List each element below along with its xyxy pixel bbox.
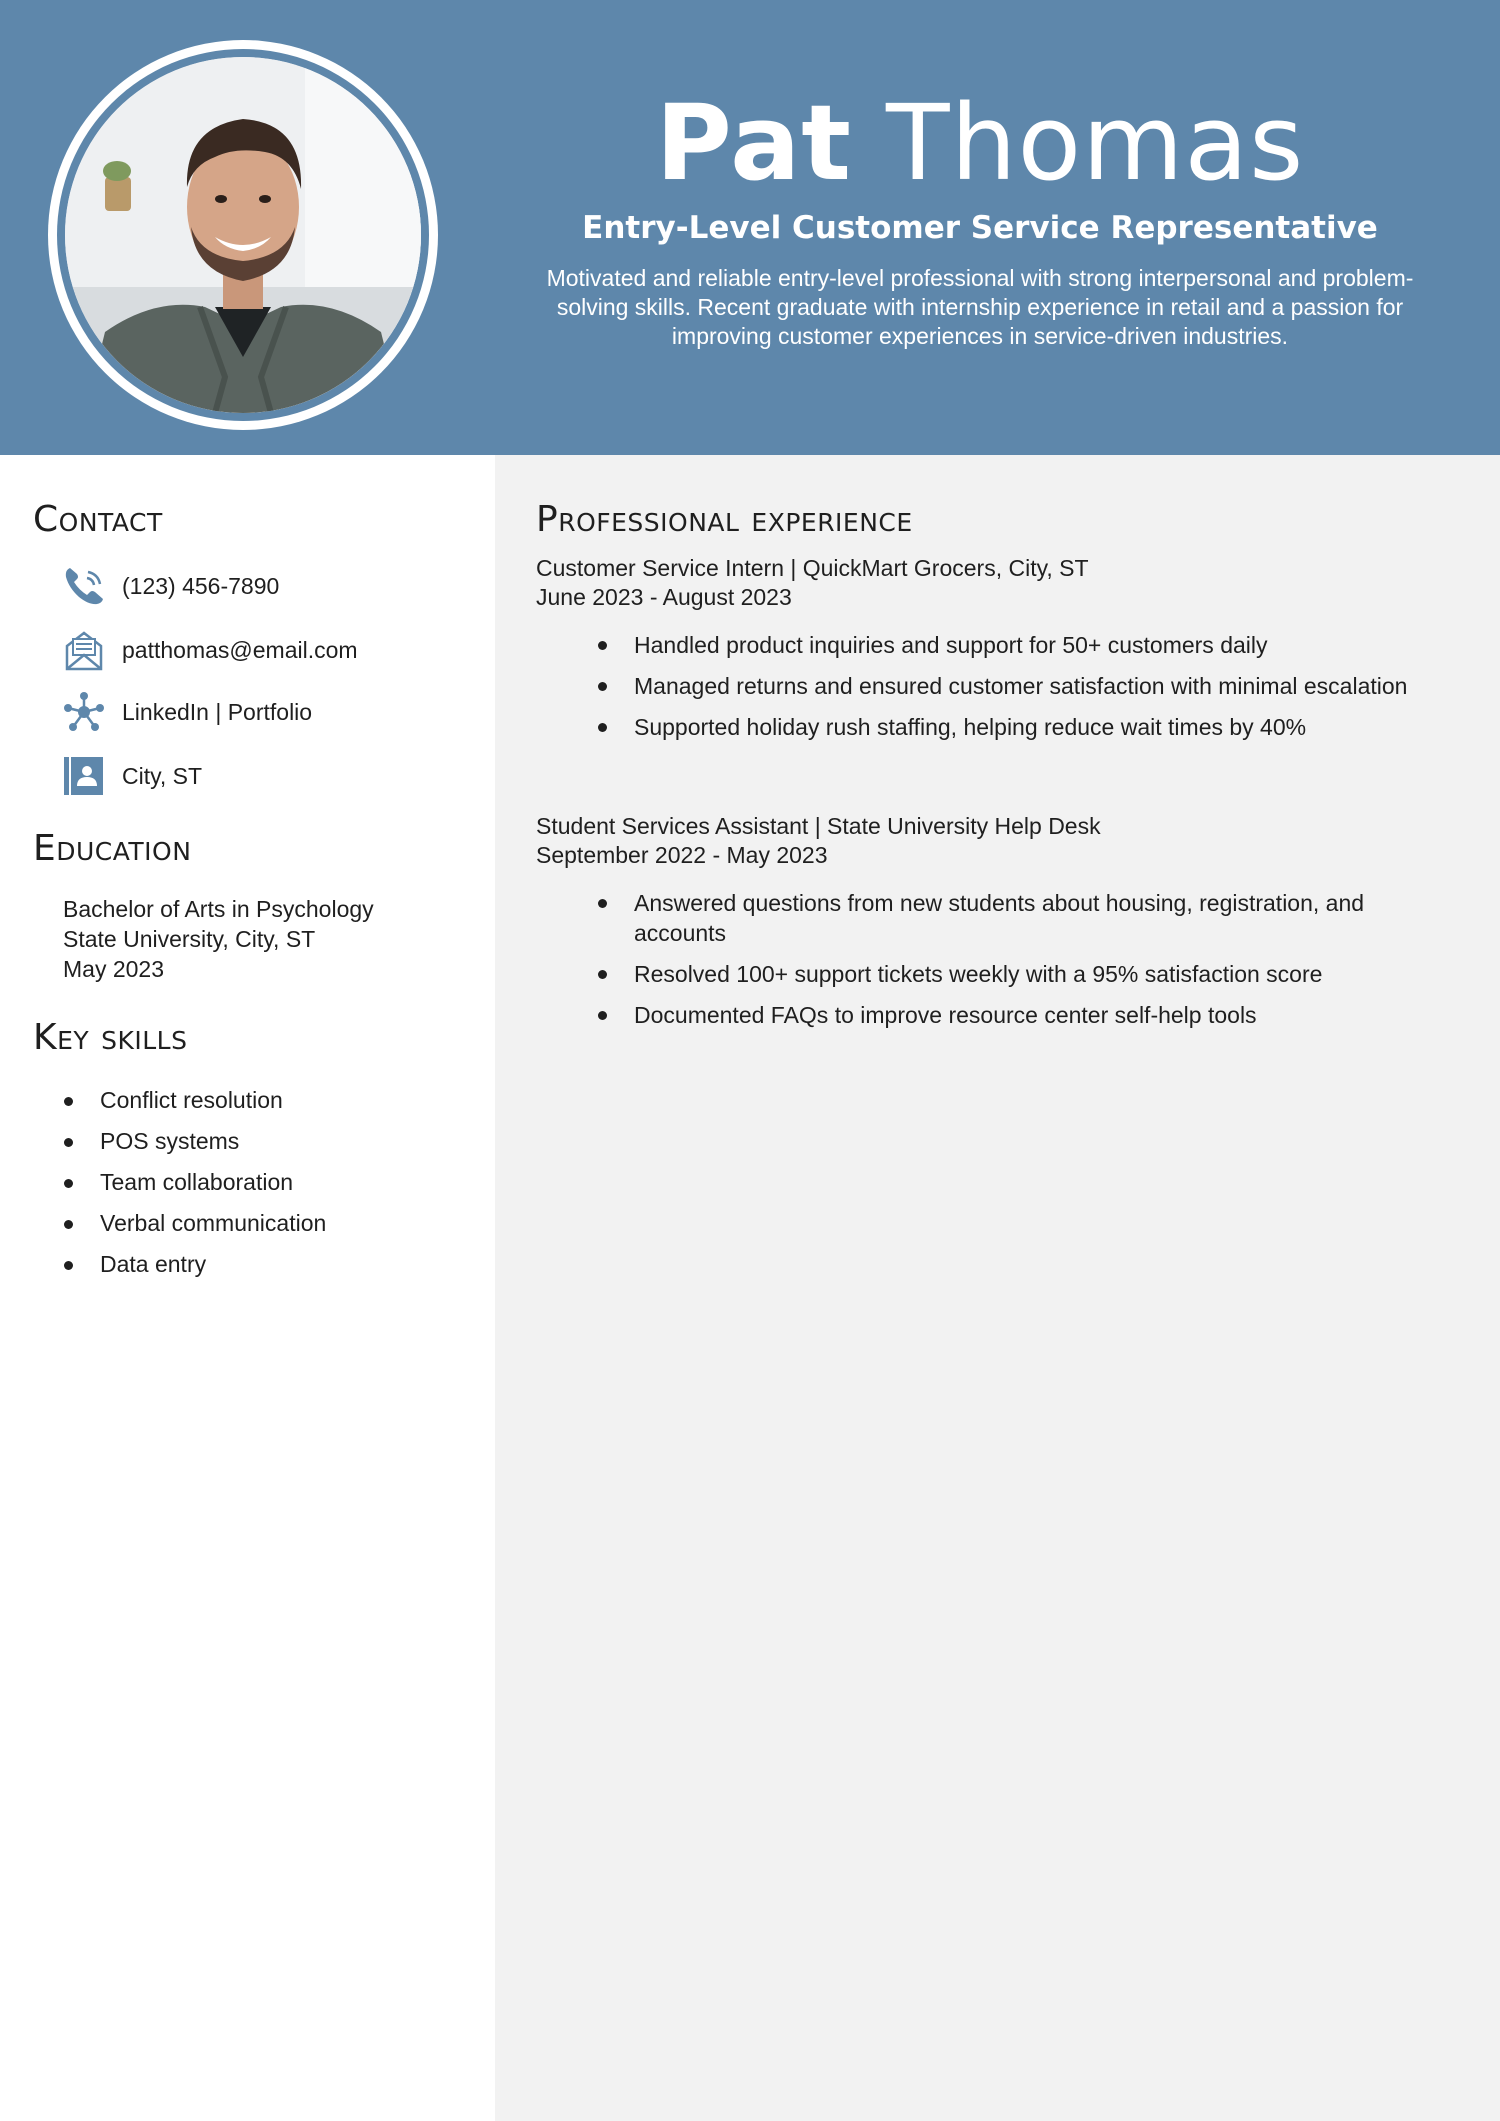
skill-item: Verbal communication [62, 1203, 326, 1244]
job-bullet: Handled product inquiries and support for 50+ customers daily [596, 630, 1456, 660]
job-bullet: Supported holiday rush staffing, helping reduce wait times by 40% [596, 712, 1456, 742]
contact-heading: Contact [33, 499, 163, 540]
contact-links-text: LinkedIn | Portfolio [122, 699, 313, 725]
job-bullet: Resolved 100+ support tickets weekly with a 95% satisfaction score [596, 959, 1456, 989]
job-bullets [596, 630, 1456, 753]
contact-email [62, 626, 482, 674]
education-entry [63, 894, 374, 984]
professional-summary: Motivated and reliable entry-level professional with strong interpersonal and problem-solving skills. Recent graduate with internship experience in retail and a passion for improving customer experiences in service-driven industries. [546, 265, 1414, 349]
job-dates: September 2022 - May 2023 [536, 842, 828, 868]
job-bullets [596, 888, 1456, 1041]
education-school: State University, City, ST [63, 926, 316, 952]
job-bullet: Managed returns and ensured customer satisfaction with minimal escalation [596, 671, 1456, 701]
profile-photo [65, 57, 421, 413]
experience-heading: Professional experience [536, 499, 913, 540]
header-banner [0, 0, 1500, 455]
job-role: Student Services Assistant | State University Help Desk [536, 813, 1101, 839]
email-icon [62, 628, 106, 672]
job-entry-1 [536, 554, 1456, 740]
job-dates: June 2023 - August 2023 [536, 584, 792, 610]
first-name: Pat [655, 82, 852, 204]
profile-photo-frame [48, 40, 438, 430]
contact-phone [62, 562, 482, 610]
education-degree: Bachelor of Arts in Psychology [63, 896, 374, 922]
skill-item: Data entry [62, 1244, 326, 1285]
job-bullet: Documented FAQs to improve resource center self-help tools [596, 1000, 1456, 1030]
contact-location-text: City, ST [122, 763, 203, 789]
job-role: Customer Service Intern | QuickMart Grocers, City, ST [536, 555, 1089, 581]
contact-email-text: patthomas@email.com [122, 637, 358, 663]
education-heading: Education [33, 828, 192, 869]
network-icon [62, 690, 106, 734]
contact-phone-text: (123) 456-7890 [122, 573, 280, 599]
job-entry-2 [536, 812, 1456, 1028]
skills-heading: Key skills [33, 1017, 188, 1058]
skill-item: Team collaboration [62, 1162, 326, 1203]
last-name: Thomas [886, 82, 1305, 204]
contact-links [62, 688, 482, 736]
phone-icon [62, 564, 106, 608]
candidate-name [530, 78, 1430, 208]
job-bullet: Answered questions from new students about housing, registration, and accounts [596, 888, 1456, 948]
contact-location [62, 752, 482, 800]
education-date: May 2023 [63, 956, 165, 982]
skill-item: Conflict resolution [62, 1080, 326, 1121]
skills-list [62, 1080, 326, 1285]
job-title: Entry-Level Customer Service Representative [582, 210, 1378, 246]
address-card-icon [62, 754, 106, 798]
skill-item: POS systems [62, 1121, 326, 1162]
